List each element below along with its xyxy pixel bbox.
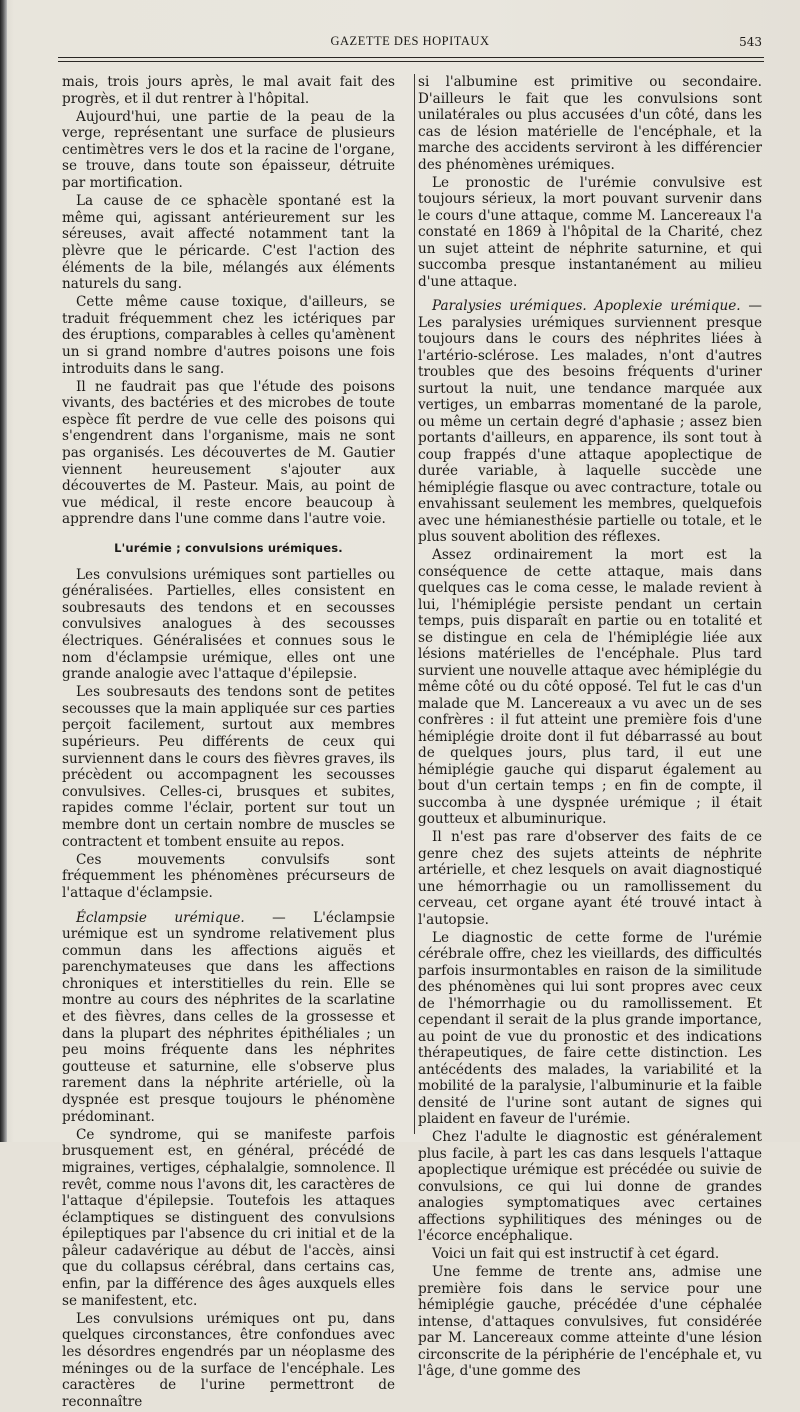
paragraph: mais, trois jours après, le mal avait fait des progrès, et il dut rentrer à l'hôpital. xyxy=(62,74,395,107)
paragraph: Ces mouvements convulsifs sont fréquemment les phénomènes précurseurs de l'attaque d'éclampsie. xyxy=(62,851,395,901)
paragraph: si l'albumine est primitive ou secondaire. D'ailleurs le fait que les convulsions sont unilatérales ou plus accusées d'un côté, dans les cas de lésion matérielle de l'encéphale, et la marche des accidents serviront à les différencier des phénomènes urémiques. xyxy=(418,74,762,173)
paragraph: Les soubresauts des tendons sont de petites secousses que la main appliquée sur ces parties perçoit facilement, surtout aux membres supérieurs. Peu différents de ceux qui surviennent dans le cours des fièvres graves, ils précèdent ou accompagnent les secousses convulsives. Celles-ci, brusques et subites, rapides comme l'éclair, portent sur tout un membre dont un certain nombre de muscles se contractent et tombent ensuite au repos. xyxy=(62,684,395,850)
binding-edge xyxy=(0,0,7,1142)
left-column xyxy=(62,74,395,1412)
paragraph: Voici un fait qui est instructif à cet égard. xyxy=(432,1246,720,1262)
paragraph-text: — Les paralysies urémiques surviennent presque toujours dans le cours des néphrites liées à l'artério-sclérose. Les malades, n'ont d'autres troubles que des besoins fréquents d'uriner surtout la nuit, une tendance marquée aux vertiges, un embarras momentané de la parole, ou même un certain degré d'aphasie ; assez bien portants d'ailleurs, en apparence, ils sont tout à coup frappés d'une attaque apoplectique de durée variable, à laquelle succède une hémiplégie flasque ou avec contracture, totale ou envahissant seulement les membres, quelquefois avec une hémianesthésie partielle ou totale, et le plus souvent abolition des réflexes. xyxy=(418,298,762,545)
header-rule-top xyxy=(58,57,764,58)
paragraph: Une femme de trente ans, admise une première fois dans le service pour une hémiplégie gauche, précédée d'une céphalée intense, d'attaques convulsives, fut considérée par M. Lancereaux comme atteinte d'une lésion circonscrite de la périphérie de l'encéphale et, vu l'âge, d'une gomme des xyxy=(418,1264,762,1379)
paragraph: Aujourd'hui, une partie de la peau de la verge, représentant une surface de plusieurs centimètres vers le dos et la racine de l'organe, se trouve, dans toute son épaisseur, détruite par mortification. xyxy=(62,108,395,192)
paragraph: Il ne faudrait pas que l'étude des poisons vivants, des bactéries et des microbes de toute espèce fît perdre de vue celle des poisons qui s'engendrent dans l'organisme, mais ne sont pas organisés. Les découvertes de M. Gautier viennent heureusement s'ajouter aux découvertes de M. Pasteur. Mais, au point de vue médical, il reste encore beaucoup à apprendre dans l'une comme dans l'autre voie. xyxy=(62,378,395,528)
paragraph: Les convulsions urémiques sont partielles ou généralisées. Partielles, elles consistent en soubresauts des tendons et en secousses convulsives analogues à des secousses électriques. Généralisées et connues sous le nom d'éclampsie urémique, elles ont une grande analogie avec l'attaque d'épilepsie. xyxy=(62,566,395,683)
paragraph: Chez l'adulte le diagnostic est généralement plus facile, à part les cas dans lesquels l'attaque apoplectique urémique est précédée ou suivie de convulsions, ce qui lui donne de grandes analogies symptomatiques avec certaines affections syphilitiques des méninges ou de l'écorce encéphalique. xyxy=(418,1129,762,1244)
page-number: 543 xyxy=(739,35,762,49)
subsection-title: Paralysies urémiques. Apoplexie urémique. xyxy=(432,298,741,314)
paragraph: Il n'est pas rare d'observer des faits de ce genre chez des sujets atteints de néphrite artérielle, et chez lesquels on avait diagnostiqué une hémorrhagie ou un ramollissement du cerveau, cet organe ayant été trouvé intact à l'autopsie. xyxy=(418,829,762,928)
subsection-title: Éclampsie urémique. xyxy=(76,909,245,926)
journal-title: GAZETTE DES HOPITAUX xyxy=(330,34,490,48)
paragraph: Le diagnostic de cette forme de l'urémie cérébrale offre, chez les vieillards, des difficultés parfois insurmontables en raison de la similitude des phénomènes qui lui sont propres avec ceux de l'hémorrhagie ou du ramollissement. Et cependant il serait de la plus grande importance, au point de vue du pronostic et des indications thérapeutiques, de faire cette distinction. Les antécédents des malades, la variabilité et la mobilité de la paralysie, l'albuminurie et la faible densité de l'urine sont autant de signes qui plaident en faveur de l'urémie. xyxy=(418,929,762,1127)
paragraph-text: — L'éclampsie urémique est un syndrome relativement plus commun dans les affections aiguës et parenchymateuses que dans les affections chroniques et interstitielles du rein. Elle se montre au cours des néphrites de la scarlatine et des fièvres, dans celles de la grossesse et dans la plupart des néphrites épithéliales ; un peu moins fréquente dans les néphrites goutteuse et saturnine, elle s'observe plus rarement dans la néphrite artérielle, où la dyspnée est presque toujours le phénomène prédominant. xyxy=(62,909,395,1125)
section-heading: L'urémie ; convulsions urémiques. xyxy=(114,541,343,556)
paragraph xyxy=(62,910,395,1126)
paragraph: Les convulsions urémiques ont pu, dans quelques circonstances, être confondues avec les désordres engendrés par un néoplasme des méninges ou de la surface de l'encéphale. Les caractères de l'urine permettront de reconnaître xyxy=(62,1310,395,1410)
header-rule-bottom xyxy=(58,61,764,62)
paragraph: La cause de ce sphacèle spontané est la même qui, agissant antérieurement sur les séreuses, avait affecté notamment tant la plèvre que le péricarde. C'est l'action des éléments de la bile, mélangés aux éléments naturels du sang. xyxy=(62,193,395,293)
paragraph: Assez ordinairement la mort est la conséquence de cette attaque, mais dans quelques cas le coma cesse, le malade revient à lui, l'hémiplégie persiste pendant un certain temps, puis disparaît en partie ou en totalité et se distingue en cela de l'hémiplégie liée aux lésions matérielles de l'encéphale. Plus tard survient une nouvelle attaque avec hémiplégie du même côté ou du côté opposé. Tel fut le cas d'un malade que M. Lancereaux a vu avec un de ses confrères : il fut atteint une première fois d'une hémiplégie droite dont il fut débarrassé au bout de quelques jours, plus tard, il eut une hémiplégie gauche qui disparut également au bout d'un certain temps ; en fin de compte, il succomba à une dyspnée urémique ; il était goutteux et albuminurique. xyxy=(418,547,762,827)
paragraph: Ce syndrome, qui se manifeste parfois brusquement est, en général, précédé de migraines, vertiges, céphalalgie, somnolence. Il revêt, comme nous l'avons dit, les caractères de l'attaque d'épilepsie. Toutefois les attaques éclamptiques se distinguent des convulsions épileptiques par l'absence du cri initial et de la pâleur cadavérique au début de l'accès, ainsi que du collapsus cérébral, dans certains cas, enfin, par la différence des âges auxquels elles se manifestent, etc. xyxy=(62,1126,395,1309)
page-header xyxy=(60,34,760,56)
column-divider xyxy=(414,74,415,1134)
paragraph: Cette même cause toxique, d'ailleurs, se traduit fréquemment chez les ictériques par des éruptions, comparables à celles qu'amènent un si grand nombre d'autres poisons une fois introduits dans le sang. xyxy=(62,294,395,377)
paragraph xyxy=(418,298,762,546)
paragraph: Le pronostic de l'urémie convulsive est toujours sérieux, la mort pouvant survenir dans le cours d'une attaque, comme M. Lancereaux l'a constaté en 1869 à l'hôpital de la Charité, chez un sujet atteint de néphrite saturnine, et qui succomba presque instantanément au milieu d'une attaque. xyxy=(418,174,762,290)
right-column xyxy=(418,74,762,1381)
